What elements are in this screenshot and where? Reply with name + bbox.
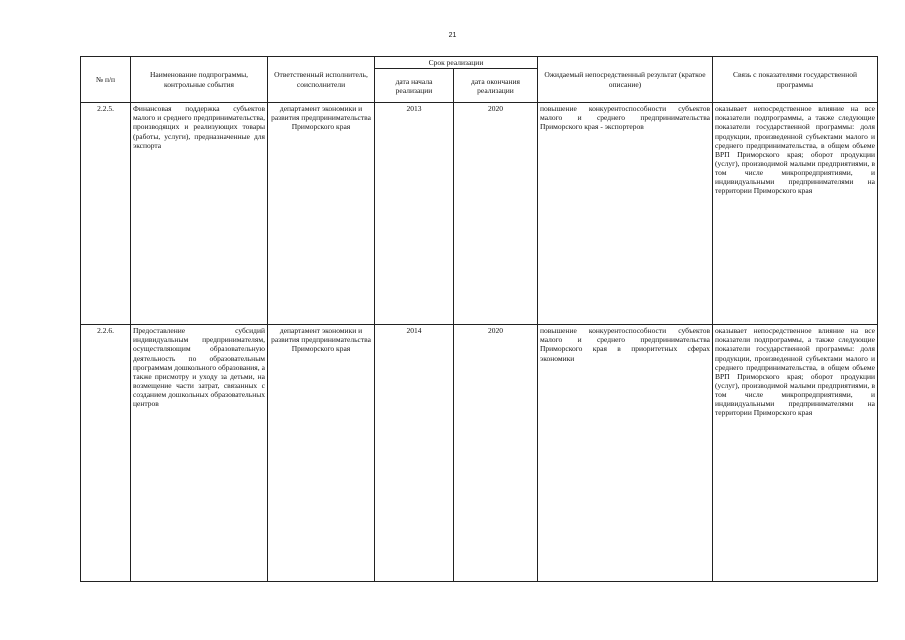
- table-row: [81, 103, 878, 325]
- header-start: дата начала реализации: [375, 69, 454, 103]
- row-num: 2.2.5.: [81, 103, 131, 325]
- row-name: Предоставление субсидий индивидуальным предпринимателям, осуществляющим образовательную деятельность по образовательным программам дошкольного образования, а также присмотру и уходу за детьми, на возмещение части затрат, связанных с созданием дошкольных образовательных центров: [131, 325, 268, 582]
- row-start: 2013: [375, 103, 454, 325]
- row-result: повышение конкурентоспособности субъектов малого и среднего предпринимательства Приморского края - экспортеров: [538, 103, 713, 325]
- header-responsible: Ответственный исполнитель, соисполнители: [268, 57, 375, 103]
- header-term: Срок реализации: [375, 57, 538, 69]
- row-end: 2020: [454, 103, 538, 325]
- row-result: повышение конкурентоспособности субъектов малого и среднего предпринимательства Приморского края в приоритетных сферах экономики: [538, 325, 713, 582]
- header-name: Наименование подпрограммы, контрольные события: [131, 57, 268, 103]
- row-num: 2.2.6.: [81, 325, 131, 582]
- header-num: № п/п: [81, 57, 131, 103]
- page-number: 21: [448, 32, 457, 39]
- table-row: [81, 325, 878, 582]
- header-result: Ожидаемый непосредственный результат (краткое описание): [538, 57, 713, 103]
- row-start: 2014: [375, 325, 454, 582]
- program-events-table: [80, 56, 878, 582]
- row-responsible: департамент экономики и развития предпринимательства Приморского края: [268, 325, 375, 582]
- row-name: Финансовая поддержка субъектов малого и среднего предпринимательства, производящих и реализующих товары (работы, услуги), предназначенные для экспорта: [131, 103, 268, 325]
- header-link: Связь с показателями государственной программы: [713, 57, 878, 103]
- table-header-row: [81, 57, 878, 69]
- header-end: дата окончания реализации: [454, 69, 538, 103]
- row-link: оказывает непосредственное влияние на все показатели подпрограммы, а также следующие показатели государственной программы: доля продукции, произведенной субъектами малого и среднего предпринимательства, в общем объеме ВРП Приморского края; оборот продукции (услуг), производимой малыми предприятиями, в том числе микропредприятиями, и индивидуальными предпринимателями на территории Приморского края: [713, 103, 878, 325]
- row-end: 2020: [454, 325, 538, 582]
- row-link: оказывает непосредственное влияние на все показатели подпрограммы, а также следующие показатели государственной программы: доля продукции, произведенной субъектами малого и среднего предпринимательства, в общем объеме ВРП Приморского края; оборот продукции (услуг), производимой малыми предприятиями, в том числе микропредприятиями, и индивидуальными предпринимателями на территории Приморского края: [713, 325, 878, 582]
- row-responsible: департамент экономики и развития предпринимательства Приморского края: [268, 103, 375, 325]
